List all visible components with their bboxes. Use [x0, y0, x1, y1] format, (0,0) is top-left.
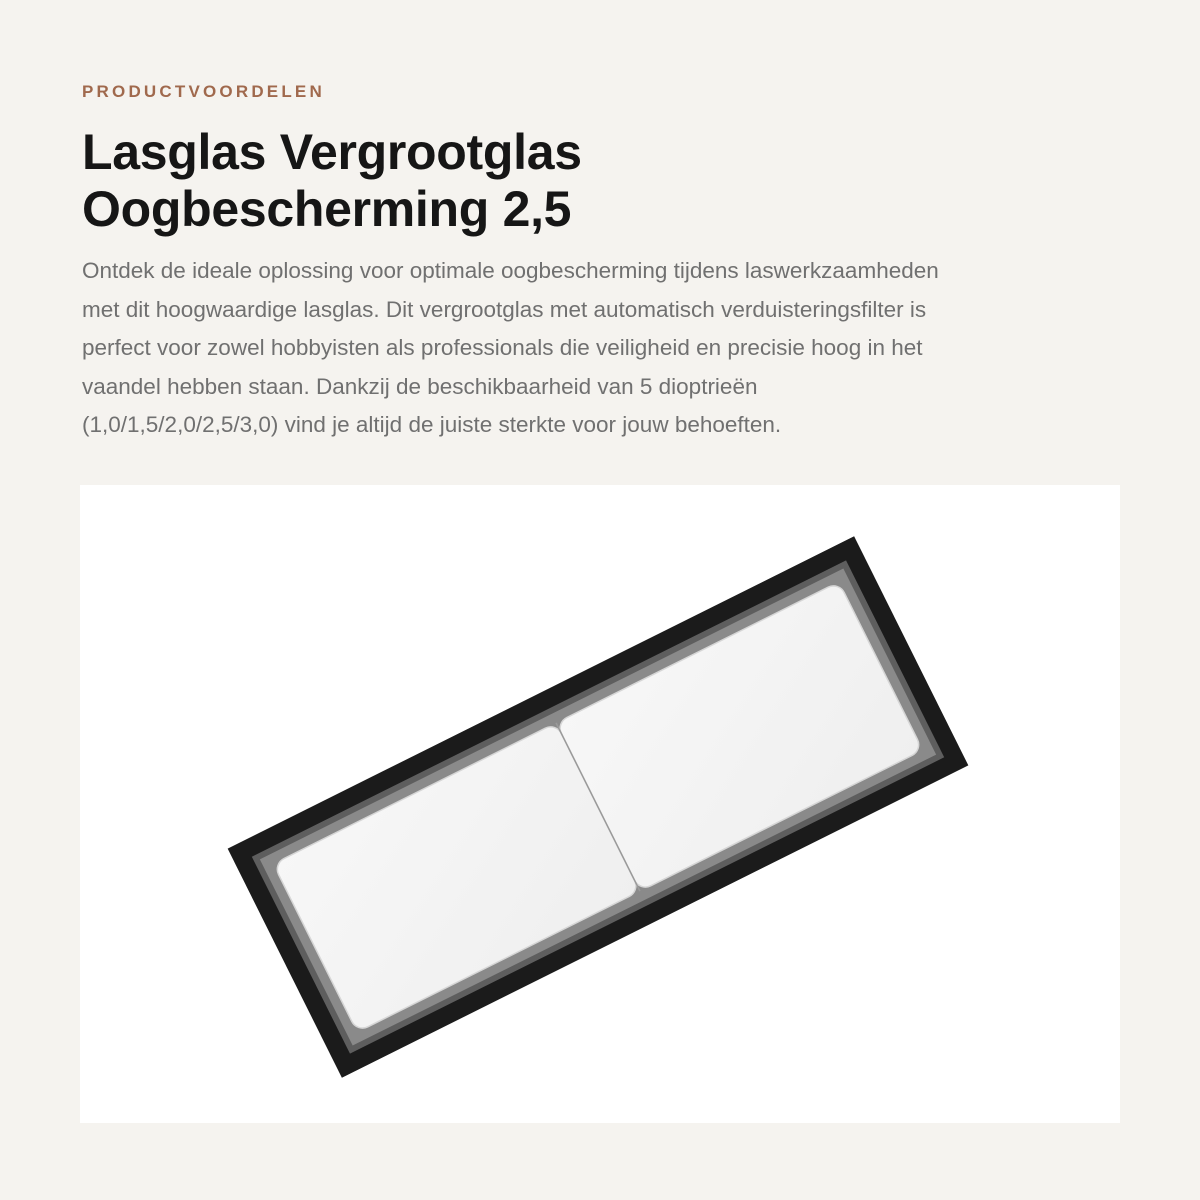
description-line-4: vaandel hebben staan. Dankzij de beschikbaarheid van 5 dioptrieën [82, 373, 758, 399]
description-line-1: Ontdek de ideale oplossing voor optimale oogbescherming tijdens laswerkzaamheden [82, 258, 939, 283]
description-line-2: met dit hoogwaardige lasglas. Dit vergrootglas met automatisch verduisteringsfilter is [82, 296, 927, 322]
product-description [82, 252, 1082, 445]
product-image-panel [80, 485, 1120, 1123]
description-line-3: perfect voor zowel hobbyisten als professionals die veiligheid en precisie hoog in het [82, 335, 923, 360]
product-benefits-section [82, 78, 1122, 445]
product-title [82, 124, 1122, 238]
product-title-line-1: Lasglas Vergrootglas [82, 124, 582, 180]
product-title-line-2: Oogbescherming 2,5 [82, 181, 572, 237]
description-line-5: (1,0/1,5/2,0/2,5/3,0) vind je altijd de juiste sterkte voor jouw behoeften. [82, 412, 782, 437]
magnifier-lens-frame-icon [80, 485, 1120, 1123]
section-eyebrow: PRODUCTVOORDELEN [82, 82, 325, 101]
